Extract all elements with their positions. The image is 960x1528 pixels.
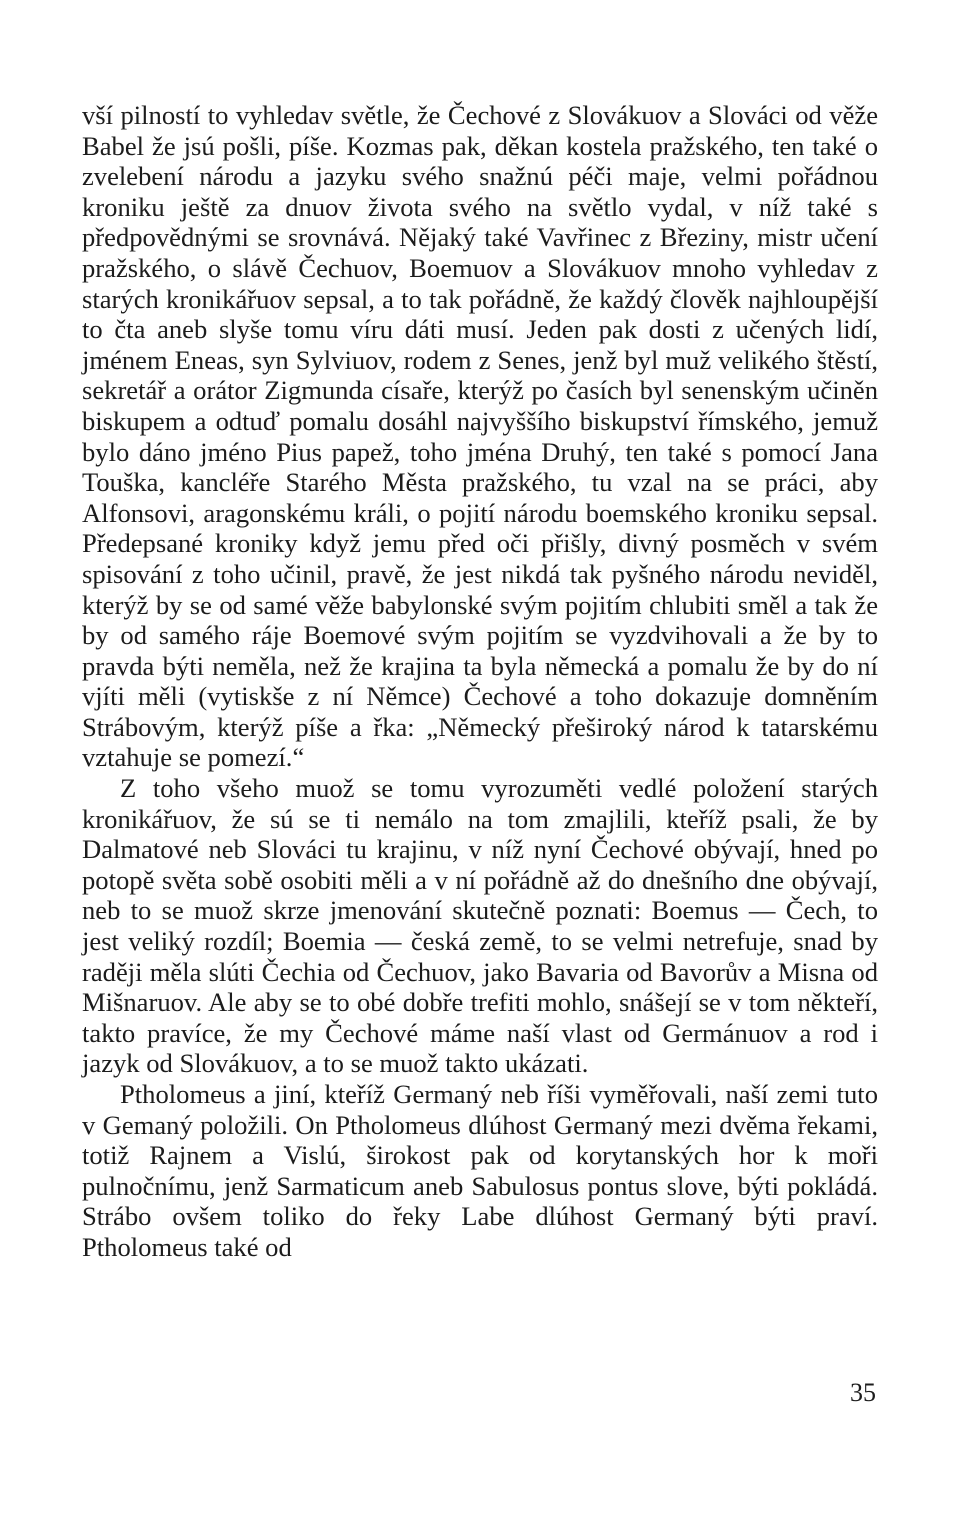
paragraph-continuation: vší pilností to vyhledav světle, že Čechové z Slovákuov a Slováci od věže Babel že jsú pošli, píše. Kozmas pak, děkan kostela pražského, ten také o zvelebení národu a jazyku svého snažnú péči maje, velmi pořádnou kroniku ještě za dnuov života svého na světlo vydal, v níž také s předpovědnými se srovnává. Nějaký také Vavřinec z Březiny, mistr učení pražského, o slávě Čechuov, Boemuov a Slovákuov mnoho vyhledav z starých kronikářuov sepsal, a to tak pořádně, že každý člověk najhloupější to čta aneb slyše tomu víru dáti musí. Jeden pak dosti z učených lidí, jménem Eneas, syn Sylviuov, rodem z Senes, jenž byl muž velikého štěstí, sekretář a orátor Zigmunda císaře, kterýž po časích byl senenským učiněn biskupem a odtuď pomalu dosáhl najvyššího biskupství římského, jemuž bylo dáno jméno Pius papež, toho jména Druhý, ten také s pomocí Jana Touška, kancléře Starého Města pražského, tu vzal na se práci, aby Alfonsovi, aragonskému králi, o pojití národu boemského kroniku sepsal. Předepsané kroniky když jemu před oči přišly, divný posměch v svém spisování z toho učinil, pravě, že jest nikdá tak pyšného národu neviděl, kterýž by se od samé věže babylonské svým pojitím chlubiti směl a tak že by od samého ráje Boemové svým pojitím se vyzdvihovali a že by to pravda býti neměla, než že krajina ta byla německá a pomalu že by do ní vjíti měli (vytiskše z ní Němce) Čechové a toho dokazuje domněním Strábovým, kterýž píše a řka: „Německý přeširoký národ k tatarskému vztahuje se pomezí.“: [82, 100, 878, 773]
page-number: 35: [850, 1378, 876, 1407]
paragraph: Ptholomeus a jiní, kteříž Germaný neb říši vyměřovali, naší zemi tuto v Gemaný položili. On Ptholomeus dlúhost Germaný mezi dvěma řekami, totiž Rajnem a Vislú, širokost pak od korytanských hor k moři pulnočnímu, jenž Sarmaticum aneb Sabulosus pontus slove, býti pokládá. Strábo ovšem toliko do řeky Labe dlúhost Germaný býti praví. Ptholomeus také od: [82, 1079, 878, 1262]
body-text: [82, 100, 878, 1263]
paragraph: Z toho všeho muož se tomu vyrozuměti vedlé položení starých kronikářuov, že sú se ti nemálo na tom zmajlili, kteříž psali, že by Dalmatové neb Slováci tu krajinu, v níž nyní Čechové obývají, hned po potopě světa sobě osobiti měli a v ní pořádně až do dnešního dne obývají, neb to se muož skrze jmenování skutečně poznati: Boemus — Čech, to jest veliký rozdíl; Boemia — česká země, to se velmi netrefuje, snad by raději měla slúti Čechia od Čechuov, jako Bavaria od Bavorův a Misna od Mišnaruov. Ale aby se to obé dobře trefiti mohlo, snášejí se v tom někteří, takto pravíce, že my Čechové máme naší vlast od Germánuov a rod i jazyk od Slovákuov, a to se muož takto ukázati.: [82, 773, 878, 1079]
